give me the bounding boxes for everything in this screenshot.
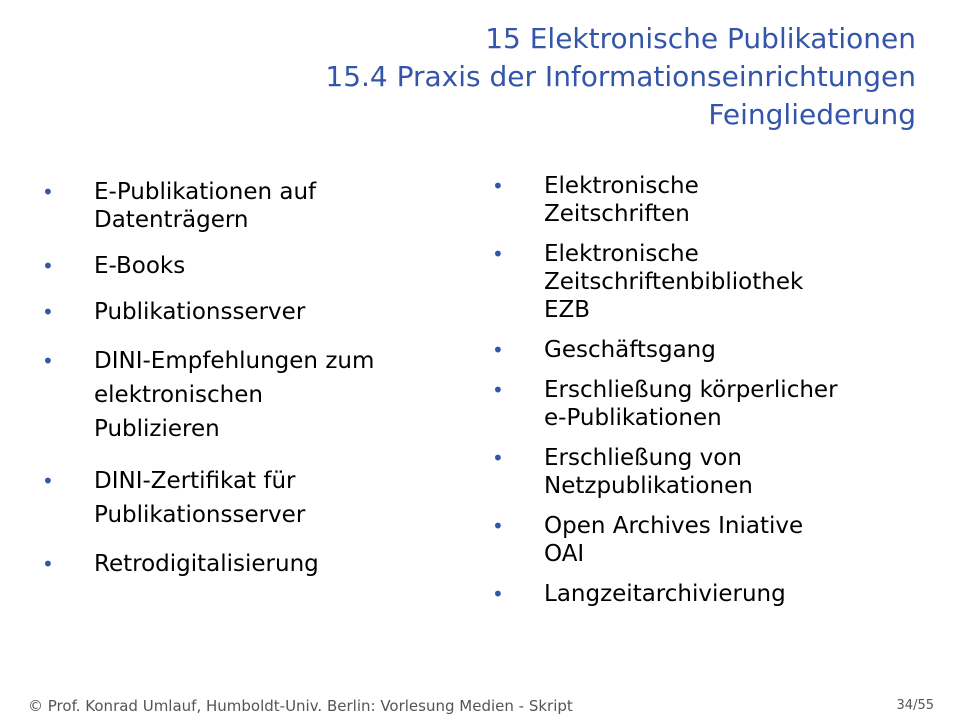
list-item-line: DINI-Empfehlungen zum bbox=[94, 348, 375, 374]
title-line-chapter: 15 Elektronische Publikationen bbox=[485, 22, 916, 55]
list-item bbox=[42, 344, 462, 446]
list-item-line: Zeitschriften bbox=[544, 201, 690, 227]
list-item bbox=[492, 172, 932, 228]
bullet-icon: • bbox=[42, 254, 54, 278]
bullet-icon: • bbox=[492, 582, 504, 606]
right-bullet-list bbox=[492, 172, 932, 620]
bullet-icon: • bbox=[492, 338, 504, 362]
bullet-icon: • bbox=[492, 174, 504, 198]
list-item bbox=[42, 464, 462, 532]
list-item-line: Datenträgern bbox=[94, 207, 249, 233]
list-item-line: E-Books bbox=[94, 253, 186, 279]
bullet-icon: • bbox=[42, 300, 54, 324]
bullet-icon: • bbox=[42, 552, 54, 576]
list-item-line: Langzeitarchivierung bbox=[544, 581, 786, 607]
list-item bbox=[492, 336, 932, 364]
footer-credit: © Prof. Konrad Umlauf, Humboldt-Univ. Berlin: Vorlesung Medien - Skript bbox=[28, 697, 573, 715]
bullet-icon: • bbox=[42, 180, 54, 204]
list-item bbox=[492, 580, 932, 608]
list-item-line: Publikationsserver bbox=[94, 299, 306, 325]
list-item-line: Retrodigitalisierung bbox=[94, 551, 319, 577]
list-item-line: elektronischen bbox=[94, 382, 263, 408]
list-item-line: EZB bbox=[544, 297, 591, 323]
list-item-line: Publizieren bbox=[94, 416, 220, 442]
bullet-icon: • bbox=[492, 378, 504, 402]
list-item bbox=[42, 178, 462, 234]
list-item bbox=[42, 298, 462, 326]
list-item-line: Erschließung von bbox=[544, 445, 742, 471]
bullet-icon: • bbox=[492, 514, 504, 538]
list-item-line: Zeitschriftenbibliothek bbox=[544, 269, 804, 295]
bullet-icon: • bbox=[492, 446, 504, 470]
title-line-subsection: Feingliederung bbox=[708, 98, 916, 131]
list-item-line: e-Publikationen bbox=[544, 405, 722, 431]
list-item bbox=[492, 512, 932, 568]
list-item bbox=[492, 444, 932, 500]
list-item bbox=[42, 252, 462, 280]
list-item bbox=[492, 376, 932, 432]
list-item-line: Elektronische bbox=[544, 173, 699, 199]
page-number: 34/55 bbox=[896, 698, 934, 713]
list-item-line: E-Publikationen auf bbox=[94, 179, 317, 205]
list-item-line: Open Archives Iniative bbox=[544, 513, 804, 539]
title-line-section: 15.4 Praxis der Informationseinrichtungen bbox=[325, 60, 916, 93]
list-item bbox=[42, 550, 462, 578]
list-item-line: Erschließung körperlicher bbox=[544, 377, 838, 403]
list-item-line: Elektronische bbox=[544, 241, 699, 267]
bullet-icon: • bbox=[42, 349, 54, 373]
list-item-line: Netzpublikationen bbox=[544, 473, 753, 499]
bullet-icon: • bbox=[42, 469, 54, 493]
list-item-line: OAI bbox=[544, 541, 585, 567]
slide-title bbox=[56, 20, 916, 134]
list-item-line: DINI-Zertifikat für bbox=[94, 468, 296, 494]
list-item-line: Publikationsserver bbox=[94, 502, 306, 528]
bullet-icon: • bbox=[492, 242, 504, 266]
left-bullet-list bbox=[42, 178, 462, 596]
list-item-line: Geschäftsgang bbox=[544, 337, 716, 363]
list-item bbox=[492, 240, 932, 324]
